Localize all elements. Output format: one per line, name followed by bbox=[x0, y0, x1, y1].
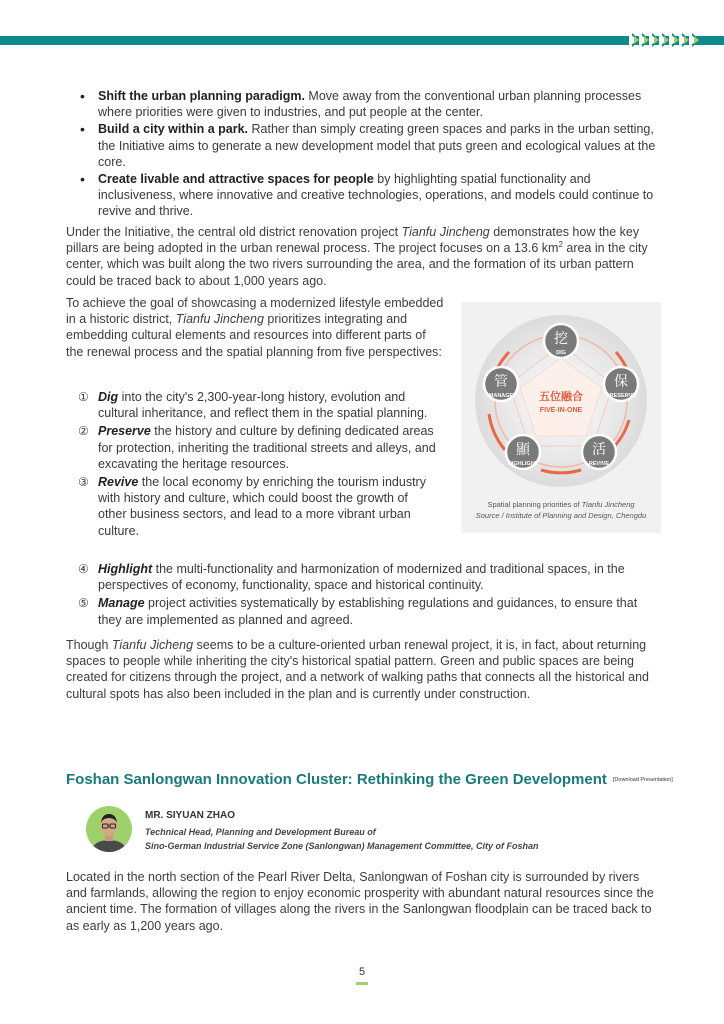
center-label-en: FIVE-IN-ONE bbox=[539, 407, 583, 414]
speaker-name: MR. SIYUAN ZHAO bbox=[145, 810, 235, 821]
svg-text:REVIVE: REVIVE bbox=[588, 461, 610, 467]
figure-caption-line1: Spatial planning priorities of Tianfu Jincheng bbox=[487, 500, 635, 509]
perspectives-list-narrow bbox=[66, 389, 436, 541]
paragraph-tianfu-conclusion: Though Tianfu Jicheng seems to be a culture-oriented urban renewal project, it is, in fact, about returning spaces to people while inheriting the city's historical spatial pattern. Green and public spaces are being created for citizens through the project, and a network of walking paths that connects all the historical and cultural spots has also been included in the plan and is currently under construction. bbox=[66, 638, 649, 701]
page-number: 5 bbox=[358, 966, 366, 978]
svg-text:活: 活 bbox=[592, 441, 606, 457]
bullet-item: • Build a city within a park. Rather than simply creating green spaces and parks in the urban setting, the Initiative aims to generate a new development model that puts green and ecological values at the core. bbox=[66, 121, 658, 170]
figure-caption bbox=[461, 499, 661, 521]
initiative-bullets bbox=[66, 88, 658, 221]
paragraph-tianfu-intro: Under the Initiative, the central old district renovation project Tianfu Jincheng demonstrates how the key pillars are being adopted in the urban renewal process. The project focuses on a 13.6 $km^2$ area in the city center, which was built along the two rivers surrounding the area, and the formation of its urban pattern could be traced back to about 1,000 years ago. bbox=[66, 225, 648, 288]
svg-text:PRESERVE: PRESERVE bbox=[606, 393, 636, 399]
perspective-item: ④ Highlight the multi-functionality and harmonization of modernized and traditional spaces, in the perspectives of economy, functionality, space and historical continuity. bbox=[78, 562, 625, 593]
download-presentation-link[interactable]: [Download Presentation] bbox=[612, 777, 673, 784]
perspective-item: ② Preserve the history and culture by defining dedicated areas for protection, inheriting the traditional streets and alleys, and excavating the heritage resources. bbox=[78, 424, 436, 471]
perspectives-list-wide bbox=[66, 561, 658, 630]
node-dig bbox=[544, 324, 578, 358]
header-chevrons bbox=[632, 33, 702, 47]
paragraph-sanlongwan-intro: Located in the north section of the Pearl River Delta, Sanlongwan of Foshan city is surrounded by rivers and farmlands, allowing the region to enjoy economic prosperity with abundant natural resources since the ancient time. The formation of villages along the rivers in the Sanlongwan floodplain can be traced back to as early as 1,200 years ago. bbox=[66, 870, 654, 933]
svg-text:挖: 挖 bbox=[554, 330, 568, 346]
bullet-item: • Shift the urban planning paradigm. Move away from the conventional urban planning processes where priorities were given to industries, and put people at the center. bbox=[66, 88, 658, 120]
perspective-item: ⑤ Manage project activities systematically by establishing regulations and guidances, to ensure that they are implemented as planned and agreed. bbox=[78, 596, 638, 627]
section-title: Foshan Sanlongwan Innovation Cluster: Rethinking the Green Development bbox=[66, 771, 607, 788]
node-revive bbox=[582, 435, 616, 469]
node-manage bbox=[484, 367, 518, 401]
svg-text:HIGHLIGHT: HIGHLIGHT bbox=[507, 461, 539, 467]
center-label-cn: 五位融合 bbox=[539, 391, 583, 403]
header-bar bbox=[0, 36, 724, 45]
svg-text:MANAGE: MANAGE bbox=[488, 393, 514, 399]
node-highlight bbox=[506, 435, 540, 469]
svg-text:保: 保 bbox=[614, 373, 628, 389]
page-number-underline bbox=[356, 982, 368, 985]
five-in-one-diagram bbox=[461, 302, 661, 502]
svg-text:DIG: DIG bbox=[556, 350, 566, 356]
svg-text:管: 管 bbox=[494, 373, 508, 389]
five-in-one-figure bbox=[461, 302, 661, 533]
section-heading bbox=[66, 771, 673, 788]
speaker-title: Technical Head, Planning and Development Bureau of Sino-German Industrial Service Zone (Sanlongwan) Management Committee, City of Foshan bbox=[145, 827, 539, 851]
paragraph-five-perspectives: To achieve the goal of showcasing a modernized lifestyle embedded in a historic district, Tianfu Jincheng prioritizes integrating and embedding cultural elements and resources into different parts of the renewal process and the spatial planning from five perspectives: bbox=[66, 296, 444, 359]
svg-text:顯: 顯 bbox=[516, 441, 530, 457]
bullet-item: • Create livable and attractive spaces for people by highlighting spatial functionality and inclusiveness, where innovative and creative technologies, operations, and models could continue to revive and thrive. bbox=[66, 171, 658, 220]
figure-caption-source: Source / Institute of Planning and Design, Chengdu bbox=[475, 511, 647, 520]
perspective-item: ① Dig into the city's 2,300-year-long history, evolution and cultural inheritance, and reflect them in the spatial planning. bbox=[78, 390, 428, 421]
node-preserve bbox=[604, 367, 638, 401]
speaker-avatar bbox=[86, 806, 132, 852]
perspective-item: ③ Revive the local economy by enriching the tourism industry with history and culture, which could boost the growth of other business sectors, and lead to a more vibrant urban culture. bbox=[78, 475, 426, 538]
